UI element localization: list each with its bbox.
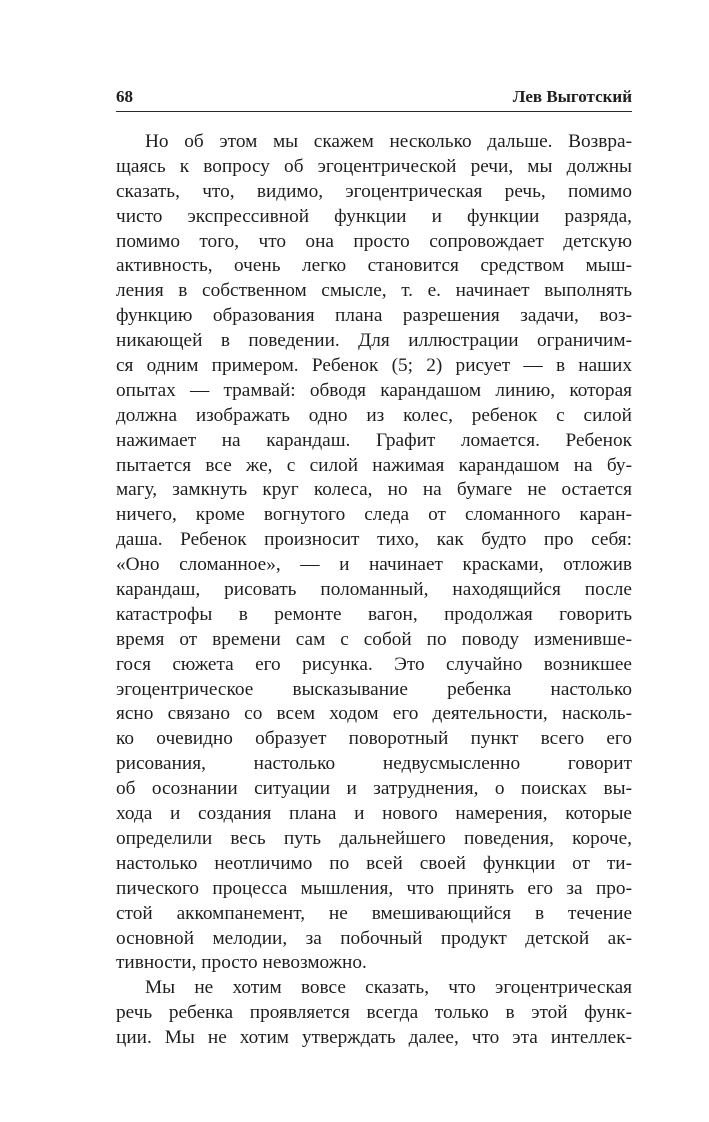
header-rule	[116, 111, 632, 112]
running-header	[116, 86, 632, 110]
text-line: магу, замкнуть круг колеса, но на бумаге не остается	[116, 479, 632, 501]
text-line: карандаш, рисовать поломанный, находящийся после	[116, 579, 632, 601]
text-line: даша. Ребенок произносит тихо, как будто про себя:	[116, 529, 632, 551]
text-line: должна изображать одно из колес, ребенок с силой	[116, 404, 632, 426]
text-line: тивности, просто невозможно.	[116, 952, 367, 974]
text-line: ничего, кроме вогнутого следа от сломанного каран-	[116, 504, 632, 526]
page-number: 68	[116, 87, 133, 106]
text-line: ко очевидно образует поворотный пункт всего его	[116, 728, 632, 750]
text-line: чисто экспрессивной функции и функции разряда,	[116, 205, 632, 227]
text-line: пического процесса мышления, что принять его за про-	[116, 877, 632, 899]
text-line: ся одним примером. Ребенок (5; 2) рисует — в наших	[116, 355, 632, 377]
text-line: Мы не хотим вовсе сказать, что эгоцентрическая	[145, 977, 632, 999]
text-line: катастрофы в ремонте вагон, продолжая говорить	[116, 603, 632, 625]
text-line: функцию образования плана разрешения задачи, воз-	[116, 305, 632, 327]
text-line: определили весь путь дальнейшего поведения, короче,	[116, 827, 632, 849]
text-line: пытается все же, с силой нажимая карандашом на бу-	[116, 454, 632, 476]
text-line: ции. Мы не хотим утверждать далее, что эта интеллек-	[116, 1027, 632, 1049]
text-line: речь ребенка проявляется всегда только в этой функ-	[116, 1002, 632, 1024]
text-line: помимо того, что она просто сопровождает детскую	[116, 230, 632, 252]
body-text	[116, 130, 632, 1051]
text-line: ления в собственном смысле, т. е. начинает выполнять	[116, 280, 632, 302]
text-line: основной мелодии, за побочный продукт детской ак-	[116, 927, 632, 949]
text-line: эгоцентрическое высказывание ребенка настолько	[116, 678, 632, 700]
text-line: щаясь к вопросу об эгоцентрической речи, мы должны	[116, 155, 632, 177]
text-line: рисования, настолько недвусмысленно говорит	[116, 753, 632, 775]
text-line: Но об этом мы скажем несколько дальше. Возвра-	[145, 131, 632, 152]
text-line: опытах — трамвай: обводя карандашом линию, которая	[116, 379, 632, 401]
paragraph-2	[116, 976, 632, 1051]
text-line: стой аккомпанемент, не вмешивающийся в течение	[116, 902, 632, 924]
text-line: никающей в поведении. Для иллюстрации ограничим-	[116, 330, 632, 352]
text-line: сказать, что, видимо, эгоцентрическая речь, помимо	[116, 180, 632, 202]
running-title: Лев Выготский	[512, 87, 632, 106]
text-line: время от времени сам с собой по поводу изменивше-	[116, 628, 632, 650]
text-line: об осознании ситуации и затруднения, о поисках вы-	[116, 778, 632, 800]
text-line: ясно связано со всем ходом его деятельности, насколь-	[116, 703, 632, 725]
text-line: хода и создания плана и нового намерения, которые	[116, 803, 632, 825]
text-line: настолько неотличимо по всей своей функции от ти-	[116, 852, 632, 874]
text-line: гося сюжета его рисунка. Это случайно возникшее	[116, 653, 632, 675]
text-line: нажимает на карандаш. Графит ломается. Ребенок	[116, 429, 632, 451]
paragraph-1	[116, 130, 632, 976]
text-line: активность, очень легко становится средством мыш-	[116, 255, 632, 277]
text-line: «Оно сломанное», — и начинает красками, отложив	[116, 554, 632, 576]
